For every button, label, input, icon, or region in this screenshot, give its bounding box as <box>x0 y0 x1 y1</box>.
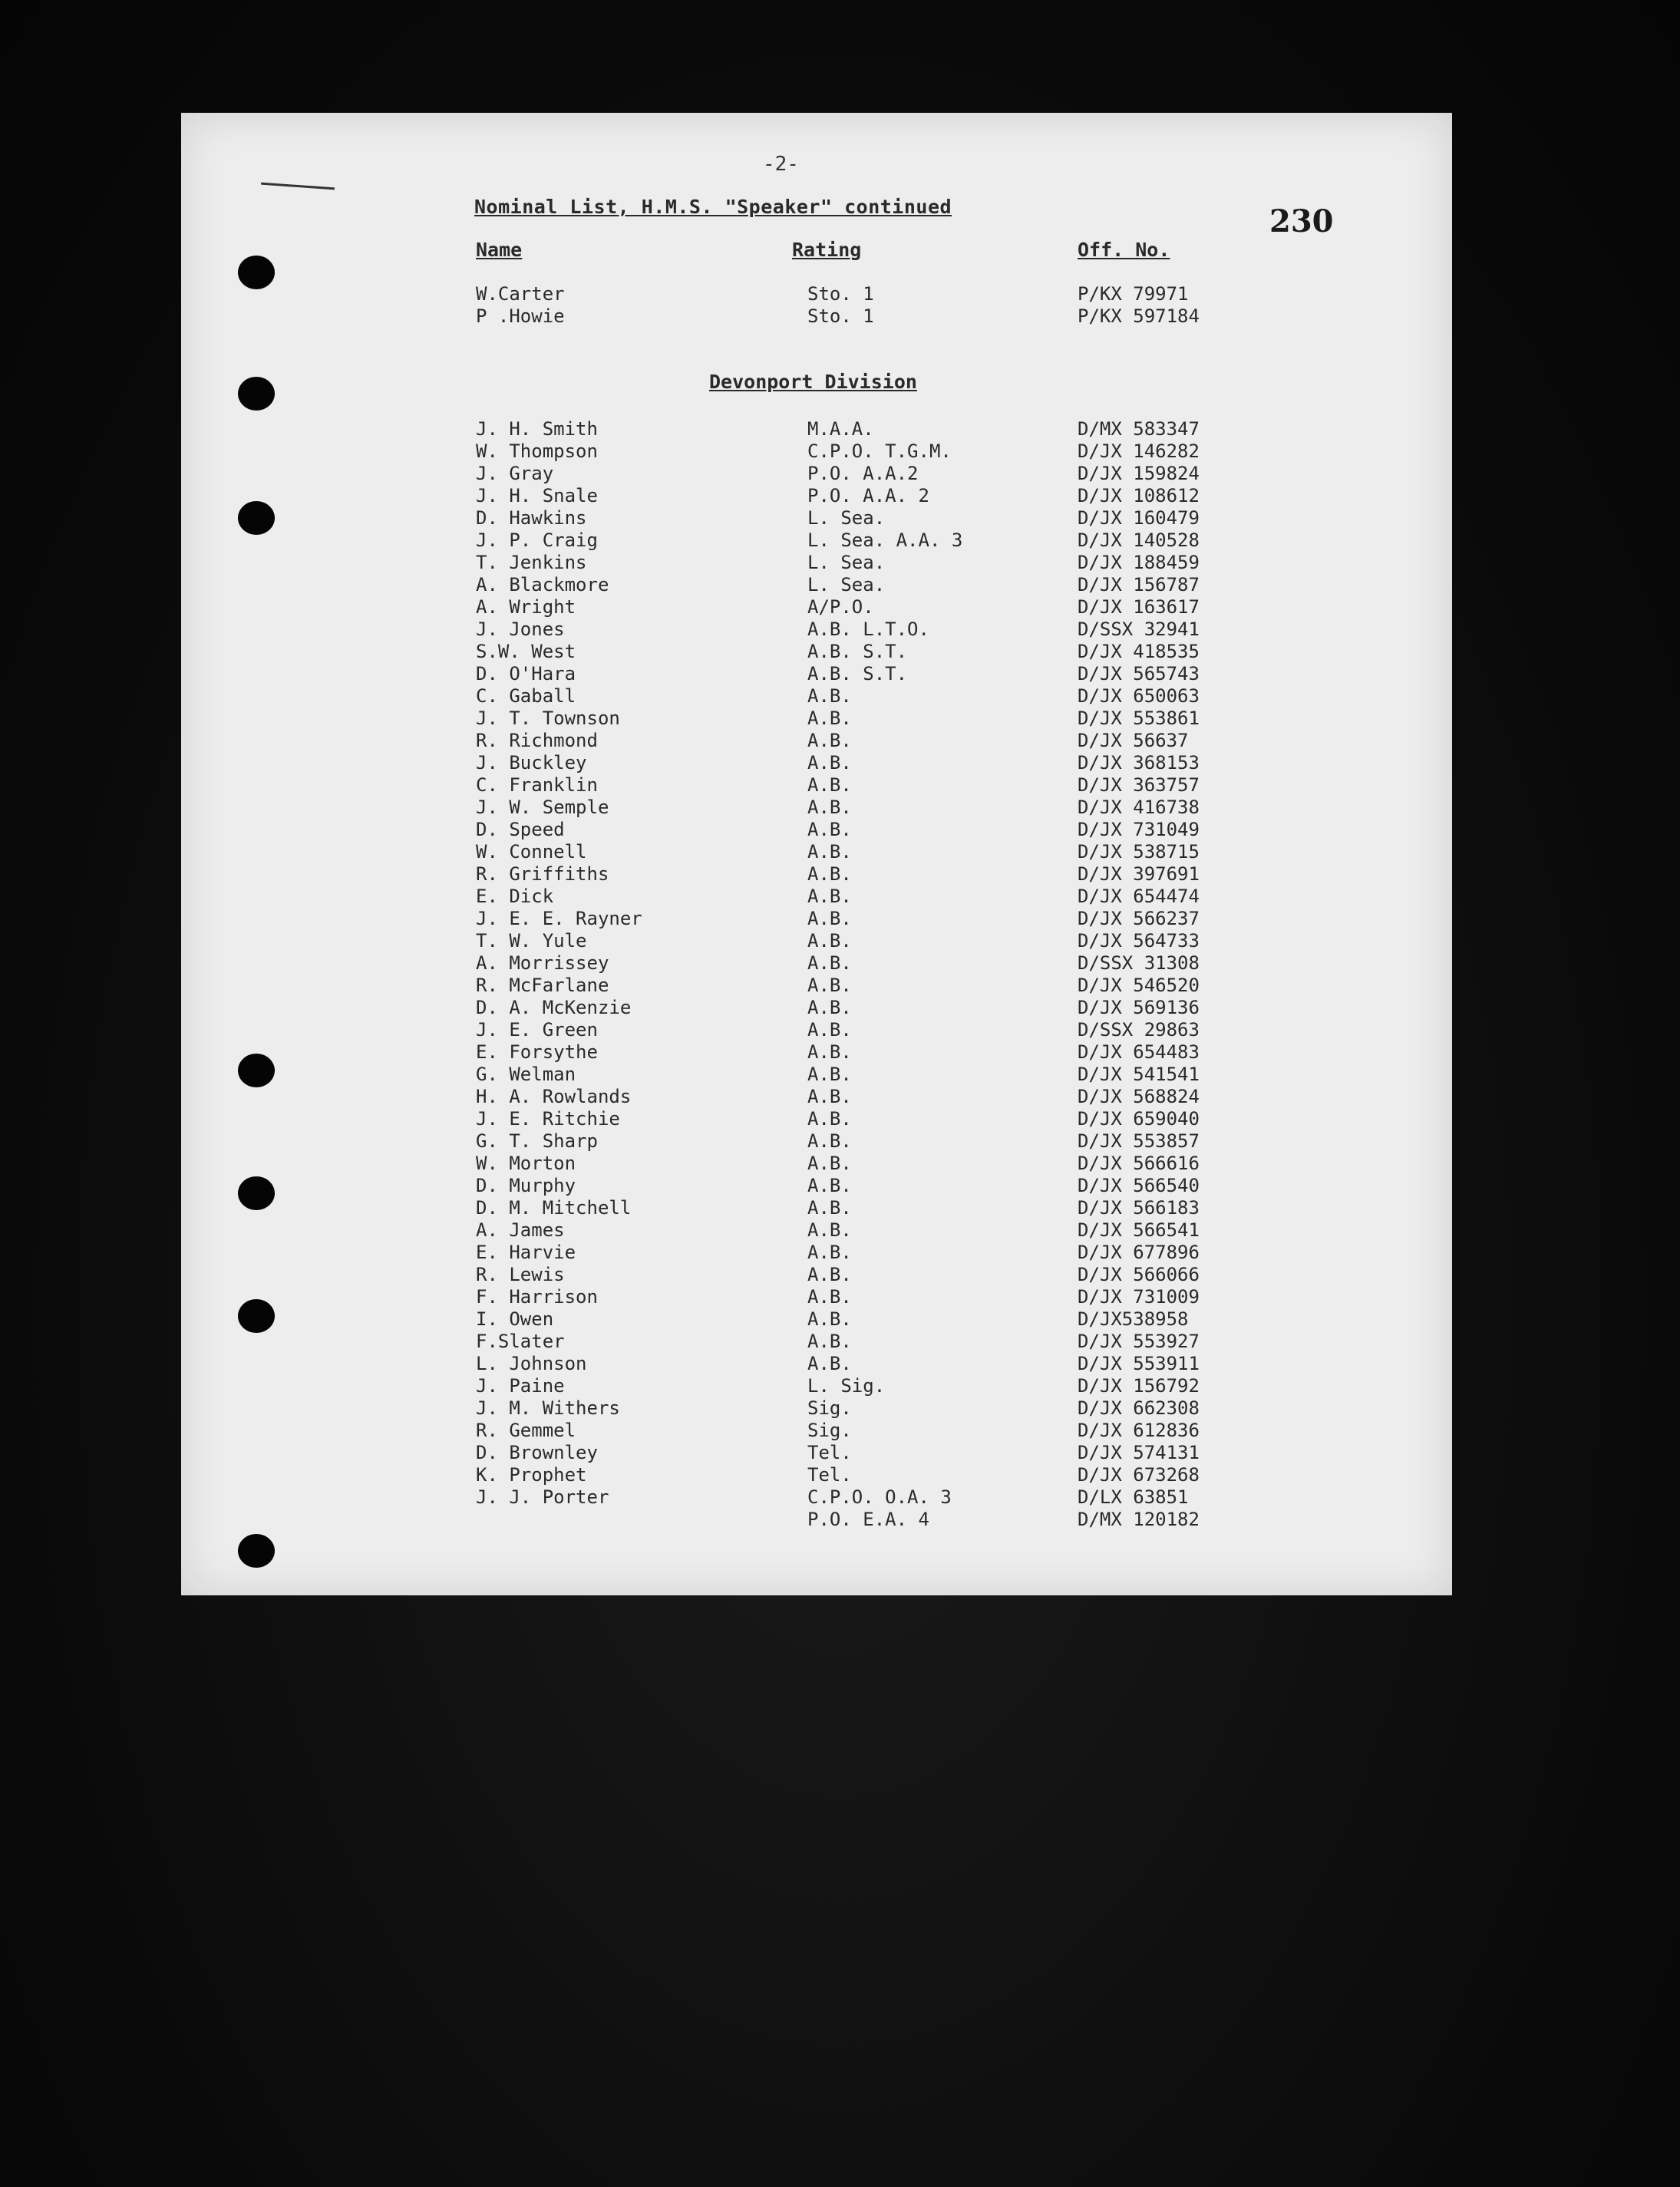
cell-name: C. Gaball <box>476 685 576 707</box>
cell-off-no: D/JX 566541 <box>1078 1219 1200 1241</box>
cell-off-no: D/JX 612836 <box>1078 1420 1200 1441</box>
table-row <box>181 730 1452 752</box>
cell-name: D. Hawkins <box>476 507 587 529</box>
cell-name: P .Howie <box>476 305 565 327</box>
table-row <box>181 908 1452 930</box>
cell-name: D. Speed <box>476 819 565 840</box>
pencil-mark <box>261 183 335 190</box>
cell-off-no: D/JX 538715 <box>1078 841 1200 863</box>
cell-off-no: D/JX 140528 <box>1078 529 1200 551</box>
table-row <box>181 1108 1452 1130</box>
cell-name: A. James <box>476 1219 565 1241</box>
cell-rating: A.B. <box>807 1041 852 1063</box>
cell-rating: Sto. 1 <box>807 305 874 327</box>
cell-name: E. Harvie <box>476 1242 576 1263</box>
cell-rating: A.B. <box>807 685 852 707</box>
punch-hole <box>238 1534 275 1568</box>
cell-name: J. P. Craig <box>476 529 598 551</box>
cell-rating: P.O. E.A. 4 <box>807 1509 929 1530</box>
cell-rating: L. Sea. A.A. 3 <box>807 529 963 551</box>
table-row <box>181 463 1452 485</box>
table-row <box>181 1464 1452 1486</box>
cell-rating: P.O. A.A.2 <box>807 463 919 484</box>
table-row <box>181 997 1452 1019</box>
cell-rating: Tel. <box>807 1442 852 1463</box>
cell-name: A. Wright <box>476 596 576 618</box>
table-row <box>181 1153 1452 1175</box>
cell-off-no: D/JX 397691 <box>1078 863 1200 885</box>
cell-rating: A.B. S.T. <box>807 641 908 662</box>
cell-off-no: D/JX 156787 <box>1078 574 1200 595</box>
cell-name: W.Carter <box>476 283 565 305</box>
cell-off-no: D/JX 108612 <box>1078 485 1200 506</box>
table-row <box>181 507 1452 529</box>
cell-rating: A.B. <box>807 797 852 818</box>
cell-name: T. Jenkins <box>476 552 587 573</box>
cell-rating: L. Sea. <box>807 552 886 573</box>
table-row <box>181 819 1452 841</box>
cell-off-no: D/JX 574131 <box>1078 1442 1200 1463</box>
table-row <box>181 1019 1452 1041</box>
table-row <box>181 708 1452 730</box>
table-row <box>181 685 1452 708</box>
cell-rating: L. Sea. <box>807 574 886 595</box>
cell-off-no: D/JX 565743 <box>1078 663 1200 684</box>
cell-off-no: D/JX 553927 <box>1078 1331 1200 1352</box>
table-row <box>181 1286 1452 1308</box>
cell-off-no: D/JX 673268 <box>1078 1464 1200 1486</box>
cell-off-no: D/JX 188459 <box>1078 552 1200 573</box>
cell-name: C. Franklin <box>476 774 598 796</box>
cell-name: A. Blackmore <box>476 574 609 595</box>
cell-off-no: D/SSX 32941 <box>1078 618 1200 640</box>
cell-off-no: D/JX 368153 <box>1078 752 1200 774</box>
cell-name: J. Paine <box>476 1375 565 1397</box>
cell-rating: A.B. <box>807 752 852 774</box>
cell-off-no: D/JX 654474 <box>1078 886 1200 907</box>
cell-off-no: D/JX 418535 <box>1078 641 1200 662</box>
cell-name: G. Welman <box>476 1064 576 1085</box>
cell-name: S.W. West <box>476 641 576 662</box>
cell-name: J. H. Snale <box>476 485 598 506</box>
cell-name: T. W. Yule <box>476 930 587 952</box>
cell-off-no: D/MX 120182 <box>1078 1509 1200 1530</box>
table-row <box>181 1086 1452 1108</box>
cell-rating: Sig. <box>807 1420 852 1441</box>
table-row <box>181 1197 1452 1219</box>
cell-name: J. J. Porter <box>476 1486 609 1508</box>
cell-off-no: D/JX 569136 <box>1078 997 1200 1018</box>
cell-name: E. Dick <box>476 886 554 907</box>
table-row <box>181 841 1452 863</box>
cell-off-no: P/KX 597184 <box>1078 305 1200 327</box>
cell-off-no: D/JX 650063 <box>1078 685 1200 707</box>
cell-off-no: D/JX 659040 <box>1078 1108 1200 1130</box>
cell-rating: A.B. <box>807 774 852 796</box>
cell-rating: A.B. <box>807 1175 852 1196</box>
cell-name: W. Thompson <box>476 440 598 462</box>
cell-name: D. A. McKenzie <box>476 997 632 1018</box>
cell-off-no: D/JX 546520 <box>1078 975 1200 996</box>
cell-rating: C.P.O. O.A. 3 <box>807 1486 952 1508</box>
cell-name: R. Lewis <box>476 1264 565 1285</box>
cell-off-no: D/SSX 29863 <box>1078 1019 1200 1041</box>
table-row <box>181 440 1452 463</box>
table-row <box>181 596 1452 618</box>
cell-off-no: D/JX 566616 <box>1078 1153 1200 1174</box>
page-number: 230 <box>1269 203 1334 239</box>
cell-off-no: D/SSX 31308 <box>1078 952 1200 974</box>
cell-off-no: D/JX 553857 <box>1078 1130 1200 1152</box>
table-row <box>181 975 1452 997</box>
cell-off-no: D/JX 159824 <box>1078 463 1200 484</box>
cell-rating: A.B. <box>807 1242 852 1263</box>
cell-rating: A.B. <box>807 1264 852 1285</box>
table-row <box>181 1353 1452 1375</box>
cell-name: J. E. Ritchie <box>476 1108 620 1130</box>
cell-rating: L. Sea. <box>807 507 886 529</box>
cell-off-no: D/JX 566066 <box>1078 1264 1200 1285</box>
cell-name: R. Richmond <box>476 730 598 751</box>
table-row <box>181 1242 1452 1264</box>
cell-name: A. Morrissey <box>476 952 609 974</box>
cell-rating: Tel. <box>807 1464 852 1486</box>
cell-rating: A.B. <box>807 975 852 996</box>
cell-name: D. Brownley <box>476 1442 598 1463</box>
table-row <box>181 863 1452 886</box>
punch-hole <box>238 377 275 411</box>
table-row <box>181 1331 1452 1353</box>
cell-off-no: D/JX 160479 <box>1078 507 1200 529</box>
cell-name: D. Murphy <box>476 1175 576 1196</box>
cell-rating: A.B. L.T.O. <box>807 618 929 640</box>
cell-rating: A.B. <box>807 708 852 729</box>
division-title: Devonport Division <box>709 371 917 393</box>
table-row <box>181 418 1452 440</box>
table-row <box>181 1509 1452 1531</box>
cell-rating: A.B. <box>807 1019 852 1041</box>
cell-off-no: D/JX 566237 <box>1078 908 1200 929</box>
cell-name: H. A. Rowlands <box>476 1086 632 1107</box>
cell-off-no: D/JX 566540 <box>1078 1175 1200 1196</box>
cell-rating: M.A.A. <box>807 418 874 440</box>
cell-rating: A.B. <box>807 908 852 929</box>
cell-rating: A/P.O. <box>807 596 874 618</box>
table-row <box>181 552 1452 574</box>
table-row <box>181 797 1452 819</box>
table-row <box>181 485 1452 507</box>
cell-off-no: D/JX 146282 <box>1078 440 1200 462</box>
table-row <box>181 1442 1452 1464</box>
cell-name: F. Harrison <box>476 1286 598 1308</box>
cell-off-no: D/JX 163617 <box>1078 596 1200 618</box>
table-row <box>181 529 1452 552</box>
header-off-no: Off. No. <box>1078 239 1170 261</box>
cell-name: J. W. Semple <box>476 797 609 818</box>
table-row <box>181 1308 1452 1331</box>
cell-off-no: D/LX 63851 <box>1078 1486 1189 1508</box>
cell-name: D. O'Hara <box>476 663 576 684</box>
cell-name: E. Forsythe <box>476 1041 598 1063</box>
cell-off-no: D/JX538958 <box>1078 1308 1189 1330</box>
cell-rating: A.B. <box>807 1331 852 1352</box>
cell-off-no: D/JX 677896 <box>1078 1242 1200 1263</box>
table-row <box>181 283 1452 305</box>
cell-name: J. Jones <box>476 618 565 640</box>
cell-off-no: D/JX 56637 <box>1078 730 1189 751</box>
cell-off-no: D/JX 566183 <box>1078 1197 1200 1219</box>
table-row <box>181 663 1452 685</box>
cell-name: K. Prophet <box>476 1464 587 1486</box>
cell-off-no: D/JX 654483 <box>1078 1041 1200 1063</box>
cell-rating: A.B. <box>807 1286 852 1308</box>
cell-rating: A.B. <box>807 1130 852 1152</box>
cell-rating: Sto. 1 <box>807 283 874 305</box>
cell-name: W. Morton <box>476 1153 576 1174</box>
cell-off-no: D/MX 583347 <box>1078 418 1200 440</box>
table-row <box>181 1175 1452 1197</box>
table-row <box>181 1397 1452 1420</box>
cell-off-no: D/JX 553861 <box>1078 708 1200 729</box>
cell-name: J. M. Withers <box>476 1397 620 1419</box>
cell-off-no: D/JX 156792 <box>1078 1375 1200 1397</box>
table-row <box>181 641 1452 663</box>
top-mark: -2- <box>763 153 799 176</box>
cell-off-no: D/JX 568824 <box>1078 1086 1200 1107</box>
cell-rating: A.B. <box>807 997 852 1018</box>
cell-rating: A.B. <box>807 1308 852 1330</box>
document-page <box>181 113 1452 1595</box>
cell-off-no: D/JX 363757 <box>1078 774 1200 796</box>
table-row <box>181 752 1452 774</box>
cell-name: J. Buckley <box>476 752 587 774</box>
cell-rating: P.O. A.A. 2 <box>807 485 929 506</box>
cell-name: J. E. Green <box>476 1019 598 1041</box>
cell-rating: A.B. <box>807 841 852 863</box>
cell-off-no: D/JX 564733 <box>1078 930 1200 952</box>
cell-name: R. McFarlane <box>476 975 609 996</box>
cell-rating: Sig. <box>807 1397 852 1419</box>
cell-name: W. Connell <box>476 841 587 863</box>
cell-off-no: P/KX 79971 <box>1078 283 1189 305</box>
cell-rating: A.B. <box>807 1197 852 1219</box>
cell-name: J. Gray <box>476 463 554 484</box>
cell-name: D. M. Mitchell <box>476 1197 632 1219</box>
cell-name: R. Griffiths <box>476 863 609 885</box>
table-row <box>181 305 1452 328</box>
cell-rating: A.B. <box>807 1153 852 1174</box>
table-row <box>181 1375 1452 1397</box>
cell-name: L. Johnson <box>476 1353 587 1374</box>
table-row <box>181 1064 1452 1086</box>
cell-name: F.Slater <box>476 1331 565 1352</box>
table-row <box>181 1130 1452 1153</box>
cell-off-no: D/JX 731049 <box>1078 819 1200 840</box>
cell-name: J. E. E. Rayner <box>476 908 642 929</box>
cell-rating: A.B. <box>807 819 852 840</box>
cell-rating: A.B. <box>807 1108 852 1130</box>
cell-rating: A.B. <box>807 930 852 952</box>
cell-off-no: D/JX 553911 <box>1078 1353 1200 1374</box>
cell-rating: A.B. <box>807 1064 852 1085</box>
cell-off-no: D/JX 416738 <box>1078 797 1200 818</box>
table-row <box>181 1219 1452 1242</box>
table-row <box>181 618 1452 641</box>
table-row <box>181 952 1452 975</box>
table-row <box>181 774 1452 797</box>
table-row <box>181 1264 1452 1286</box>
cell-rating: A.B. <box>807 1353 852 1374</box>
cell-rating: A.B. <box>807 863 852 885</box>
cell-rating: A.B. <box>807 1086 852 1107</box>
table-row <box>181 1486 1452 1509</box>
cell-rating: A.B. <box>807 1219 852 1241</box>
cell-name: J. H. Smith <box>476 418 598 440</box>
cell-name: R. Gemmel <box>476 1420 576 1441</box>
cell-name: G. T. Sharp <box>476 1130 598 1152</box>
cell-rating: A.B. S.T. <box>807 663 908 684</box>
header-name: Name <box>476 239 523 261</box>
table-row <box>181 1420 1452 1442</box>
cell-rating: A.B. <box>807 952 852 974</box>
cell-off-no: D/JX 541541 <box>1078 1064 1200 1085</box>
cell-name: I. Owen <box>476 1308 554 1330</box>
cell-rating: L. Sig. <box>807 1375 886 1397</box>
table-row <box>181 930 1452 952</box>
header-rating: Rating <box>792 239 862 261</box>
cell-rating: A.B. <box>807 886 852 907</box>
cell-name: J. T. Townson <box>476 708 620 729</box>
table-row <box>181 1041 1452 1064</box>
table-row <box>181 574 1452 596</box>
cell-rating: A.B. <box>807 730 852 751</box>
table-row <box>181 886 1452 908</box>
list-title: Nominal List, H.M.S. "Speaker" continued <box>474 196 952 218</box>
cell-off-no: D/JX 662308 <box>1078 1397 1200 1419</box>
cell-off-no: D/JX 731009 <box>1078 1286 1200 1308</box>
cell-rating: C.P.O. T.G.M. <box>807 440 952 462</box>
